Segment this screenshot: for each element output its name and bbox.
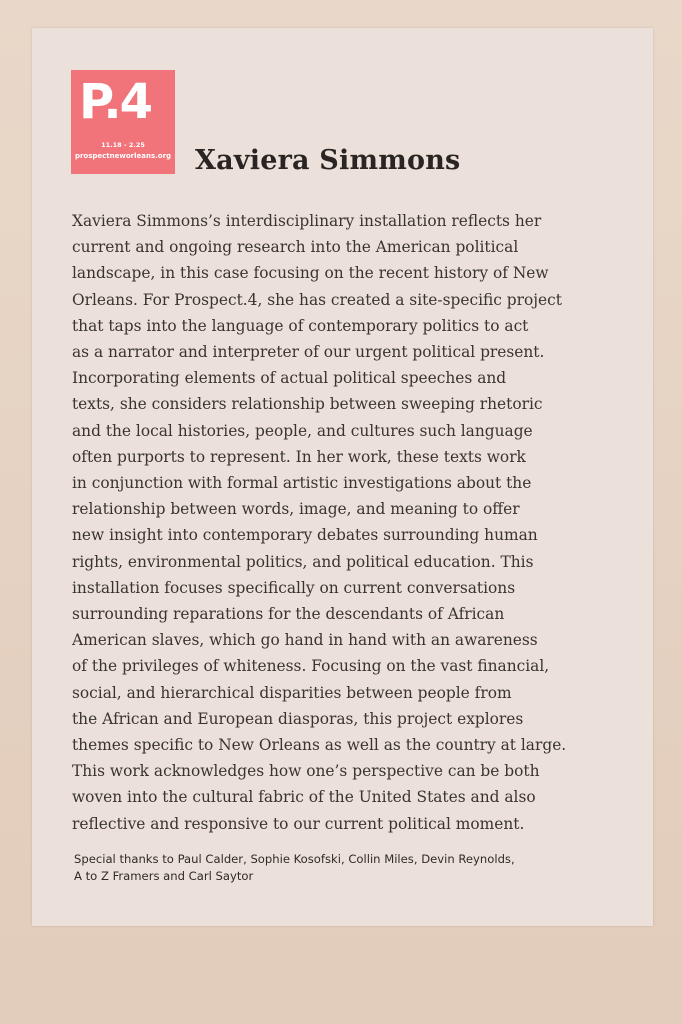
body-line: the African and European diasporas, this project explores — [72, 709, 524, 728]
body-line: texts, she considers relationship between sweeping rhetoric — [72, 395, 543, 414]
body-line: This work acknowledges how one’s perspective can be both — [72, 762, 540, 781]
special-thanks-credits — [74, 851, 614, 885]
body-line: landscape, in this case focusing on the recent history of New — [72, 264, 549, 283]
body-line: relationship between words, image, and meaning to offer — [72, 500, 520, 519]
logo-url: prospectneworleans.org — [74, 152, 172, 160]
body-line: of the privileges of whiteness. Focusing on the vast financial, — [72, 657, 550, 676]
body-line: themes specific to New Orleans as well as the country at large. — [72, 736, 567, 755]
body-line: rights, environmental politics, and political education. This — [72, 552, 534, 571]
body-line: social, and hierarchical disparities between people from — [72, 683, 512, 702]
body-line: installation focuses specifically on current conversations — [72, 578, 516, 597]
body-line: surrounding reparations for the descendants of African — [72, 605, 505, 624]
logo-dates: 11.18 - 2.25 — [101, 141, 145, 149]
body-line: reflective and responsive to our current political moment. — [72, 814, 525, 833]
artist-title: Xaviera Simmons — [195, 145, 461, 176]
body-line: woven into the cultural fabric of the United States and also — [72, 788, 536, 807]
body-line: Incorporating elements of actual political speeches and — [72, 369, 507, 388]
label-body-text — [72, 208, 622, 837]
body-line: and the local histories, people, and cultures such language — [72, 421, 533, 440]
body-line: new insight into contemporary debates surrounding human — [72, 526, 538, 545]
body-line: as a narrator and interpreter of our urgent political present. — [72, 343, 545, 362]
logo-mark: P.4 — [79, 74, 151, 130]
body-line: current and ongoing research into the American political — [72, 238, 519, 257]
body-line: often purports to represent. In her work, these texts work — [72, 447, 526, 466]
body-line: Xaviera Simmons’s interdisciplinary installation reflects her — [72, 212, 542, 230]
credits-line: A to Z Framers and Carl Saytor — [74, 869, 254, 883]
credits-line: Special thanks to Paul Calder, Sophie Kosofski, Collin Miles, Devin Reynolds, — [74, 852, 515, 866]
wall-label-panel — [32, 28, 653, 926]
body-line: American slaves, which go hand in hand with an awareness — [72, 631, 538, 650]
body-line: that taps into the language of contemporary politics to act — [72, 316, 529, 335]
body-line: in conjunction with formal artistic investigations about the — [72, 474, 532, 493]
body-line: Orleans. For Prospect.4, she has created a site-specific project — [72, 290, 562, 309]
prospect-4-logo — [71, 70, 175, 174]
